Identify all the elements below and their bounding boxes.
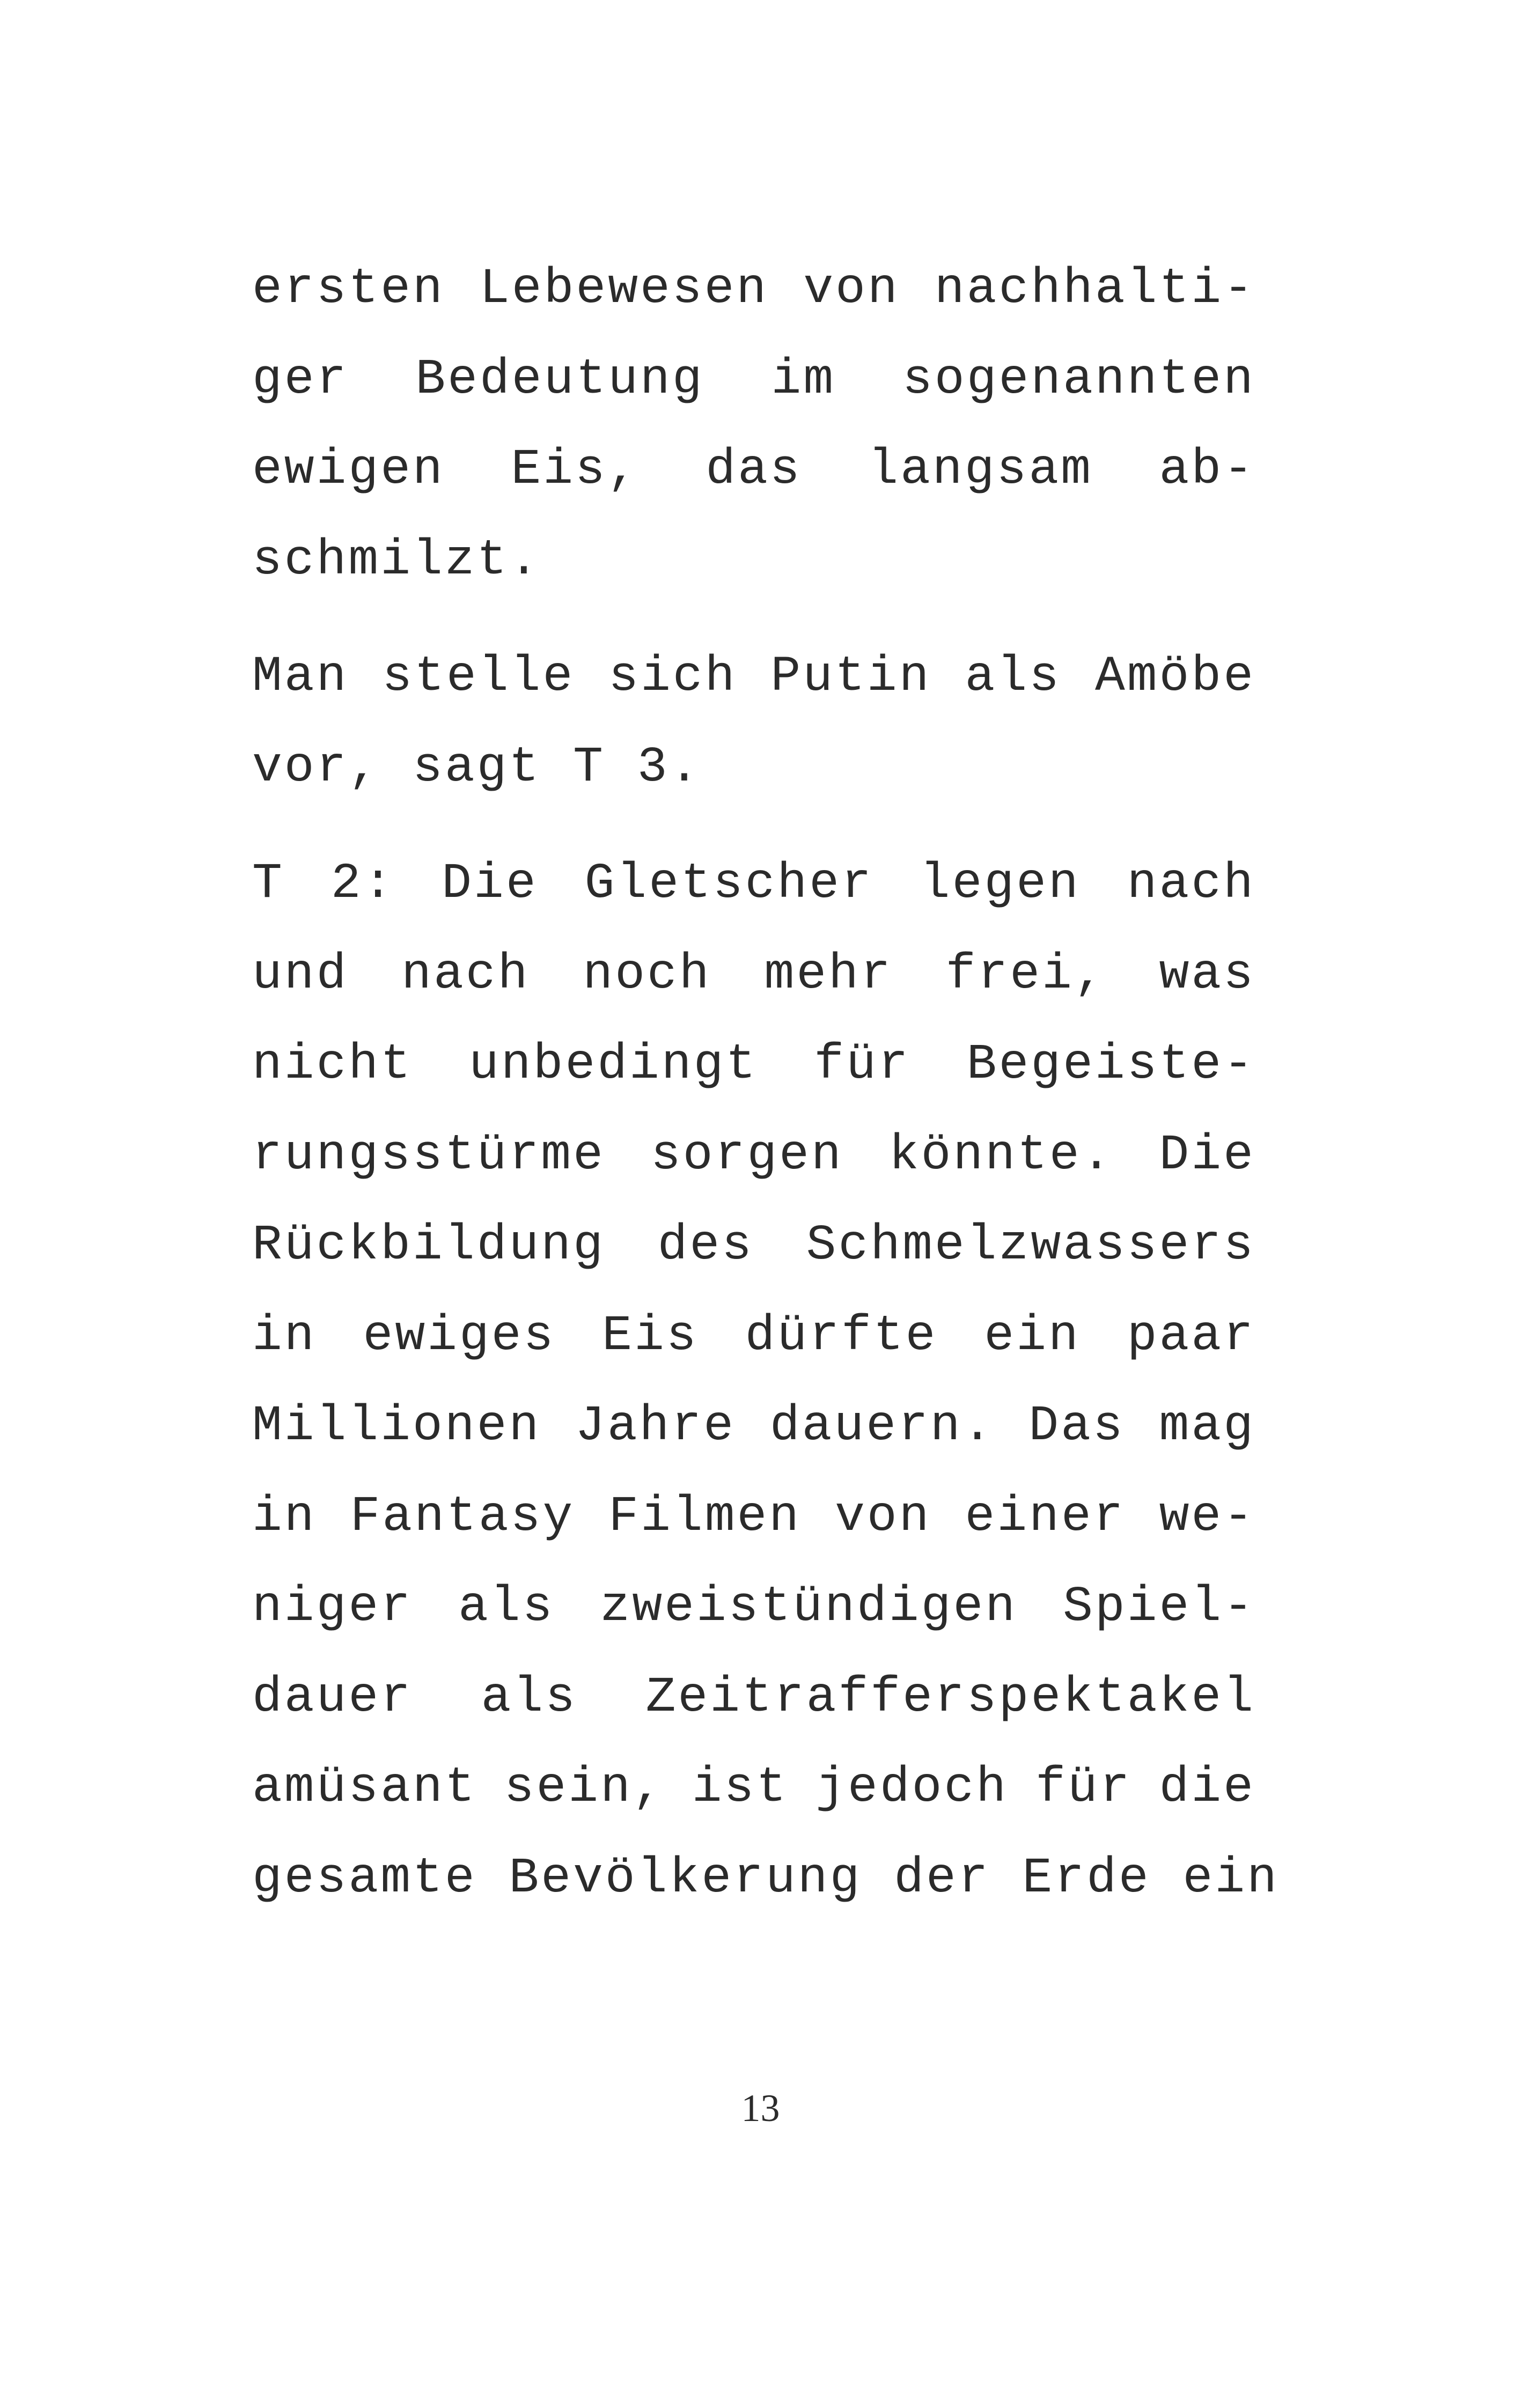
word: mehr: [764, 946, 893, 1003]
text-line: [252, 425, 1255, 516]
paragraph-gap: [252, 813, 1255, 839]
word: 3.: [637, 739, 702, 796]
word: für: [1035, 1759, 1132, 1816]
word: von: [803, 261, 900, 317]
text-line: [252, 723, 1255, 813]
text-line: [252, 516, 1255, 606]
page-number: 13: [741, 2087, 780, 2130]
text-line: [252, 1472, 1255, 1563]
word: Schmelzwassers: [806, 1217, 1255, 1273]
word: im: [771, 351, 836, 408]
word: sich: [608, 649, 737, 705]
paragraph: [252, 839, 1279, 1924]
text-line: [252, 1110, 1255, 1201]
word: amüsant: [252, 1759, 477, 1816]
word: schmilzt.: [252, 532, 541, 588]
word: ein: [1182, 1850, 1279, 1906]
word: in: [252, 1307, 317, 1364]
word: Bedeutung: [415, 351, 704, 408]
word: Das: [1028, 1398, 1125, 1454]
word: sorgen: [650, 1126, 843, 1183]
word: von: [835, 1488, 931, 1545]
word: 2:: [330, 856, 395, 912]
word: für: [814, 1036, 910, 1093]
body-text: [252, 244, 1279, 1924]
paragraph: [252, 244, 1255, 606]
text-line: [252, 1291, 1255, 1382]
word: mag: [1159, 1398, 1255, 1454]
word: nicht: [252, 1036, 413, 1093]
text-line: [252, 1562, 1255, 1653]
word: als: [458, 1579, 555, 1635]
word: sein,: [504, 1759, 665, 1816]
word: Erde: [1022, 1850, 1151, 1906]
word: und: [252, 946, 349, 1003]
word: Begeiste-: [966, 1036, 1255, 1093]
word: Putin: [770, 649, 931, 705]
text-line: [252, 930, 1255, 1020]
text-line: [252, 1743, 1255, 1833]
word: einer: [965, 1488, 1126, 1545]
word: Millionen: [252, 1398, 541, 1454]
word: ewiges: [363, 1307, 556, 1364]
word: paar: [1127, 1307, 1255, 1364]
word: vor,: [252, 739, 381, 796]
word: der: [894, 1850, 990, 1906]
text-line: [252, 632, 1255, 723]
text-line: [252, 839, 1255, 930]
word: jedoch: [815, 1759, 1009, 1816]
word: als: [481, 1669, 578, 1726]
paragraph-gap: [252, 606, 1255, 632]
word: ab-: [1159, 441, 1255, 498]
word: ist: [692, 1759, 789, 1816]
word: gesamte: [252, 1850, 477, 1906]
word: Spiel-: [1063, 1579, 1255, 1635]
word: Eis: [602, 1307, 699, 1364]
text-line: [252, 1381, 1255, 1472]
word: dauern.: [769, 1398, 995, 1454]
word: in: [252, 1488, 317, 1545]
word: die: [1159, 1759, 1255, 1816]
word: Jahre: [575, 1398, 736, 1454]
word: dauer: [252, 1669, 413, 1726]
word: ein: [984, 1307, 1081, 1364]
word: nach: [1127, 856, 1255, 912]
word: Fantasy: [350, 1488, 575, 1545]
word: Die: [1159, 1126, 1255, 1183]
word: ger: [252, 351, 349, 408]
word: we-: [1159, 1488, 1255, 1545]
word: legen: [920, 856, 1081, 912]
text-line: [252, 1201, 1255, 1291]
word: dürfte: [745, 1307, 938, 1364]
text-line: [252, 1020, 1255, 1110]
word: Bevölkerung: [509, 1850, 862, 1906]
word: Zeitrafferspektakel: [645, 1669, 1255, 1726]
word: T: [252, 856, 284, 912]
word: Filmen: [608, 1488, 802, 1545]
word: niger: [252, 1579, 413, 1635]
text-line: [252, 1653, 1255, 1743]
word: könnte.: [888, 1126, 1114, 1183]
text-line: [252, 335, 1255, 425]
word: Gletscher: [584, 856, 873, 912]
word: was: [1159, 946, 1255, 1003]
word: Eis,: [511, 441, 640, 498]
word: Lebewesen: [479, 261, 769, 317]
word: unbedingt: [469, 1036, 758, 1093]
text-line: [252, 244, 1255, 335]
word: Die: [442, 856, 538, 912]
word: stelle: [382, 649, 575, 705]
word: zweistündigen: [600, 1579, 1018, 1635]
word: rungsstürme: [252, 1126, 605, 1183]
text-line: [252, 1833, 1279, 1924]
word: T: [573, 739, 605, 796]
word: des: [657, 1217, 754, 1273]
word: langsam: [868, 441, 1093, 498]
word: ewigen: [252, 441, 445, 498]
word: Amöbe: [1094, 649, 1255, 705]
word: Man: [252, 649, 349, 705]
paragraph: [252, 632, 1255, 813]
word: frei,: [945, 946, 1106, 1003]
word: sagt: [413, 739, 541, 796]
word: ersten: [252, 261, 445, 317]
word: sogenannten: [902, 351, 1255, 408]
word: als: [965, 649, 1061, 705]
word: noch: [583, 946, 711, 1003]
word: nach: [401, 946, 530, 1003]
word: Rückbildung: [252, 1217, 605, 1273]
word: nachhalti-: [934, 261, 1255, 317]
word: das: [706, 441, 802, 498]
